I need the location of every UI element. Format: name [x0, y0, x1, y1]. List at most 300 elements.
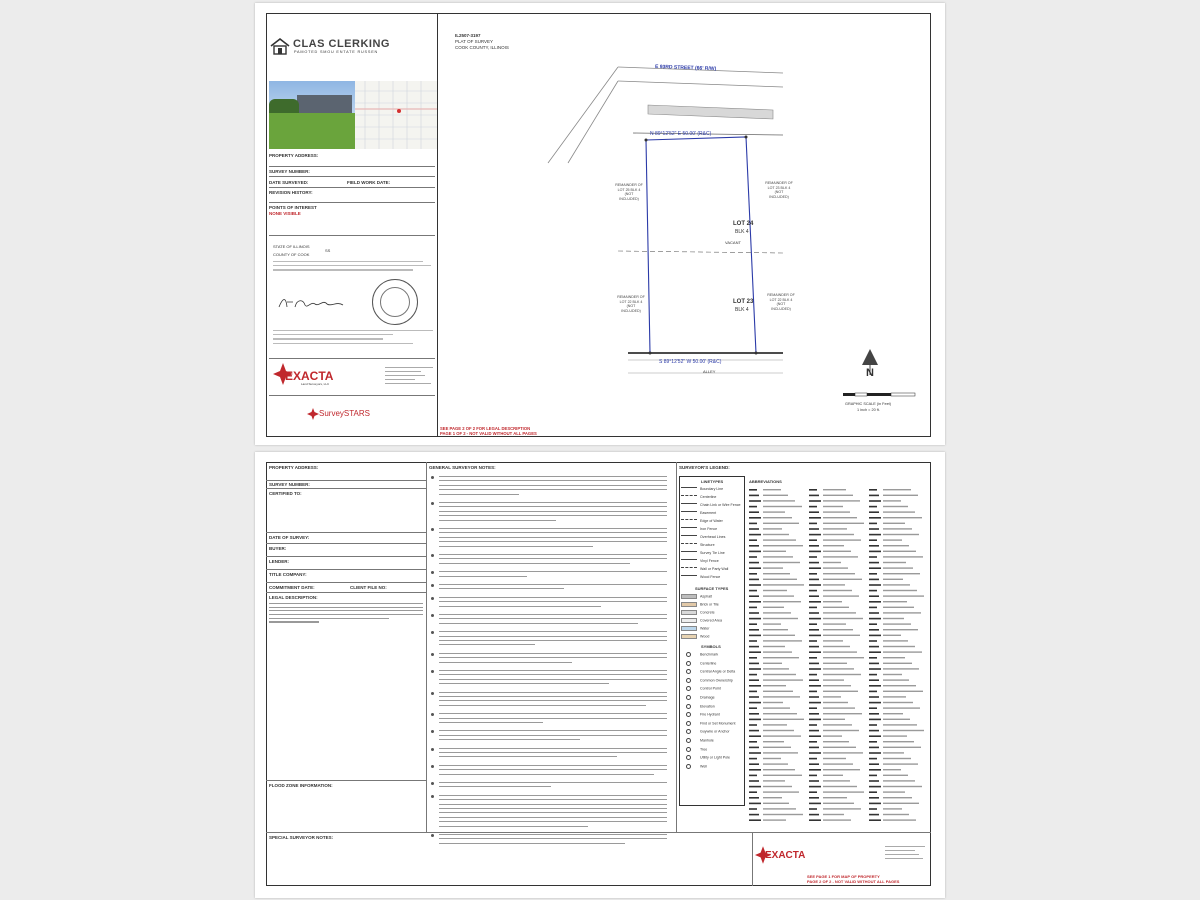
abbrev-key: [869, 803, 881, 805]
abbrev-key: [809, 724, 817, 726]
abbrev-value: [823, 556, 858, 557]
abbrev-value: [823, 819, 851, 820]
abbrev-value: [823, 646, 850, 647]
surveyor-signature: [277, 295, 357, 311]
abbrev-key: [869, 651, 881, 653]
legend-swatch: [681, 610, 697, 615]
abbrev-key: [809, 595, 819, 597]
abbrev-value: [823, 590, 852, 591]
abbrev-key: [749, 775, 757, 777]
legend-item: [681, 747, 707, 752]
abbrev-value: [883, 657, 905, 658]
abbrev-key: [749, 707, 757, 709]
abbrev-key: [869, 791, 877, 793]
abbrev-value: [823, 523, 864, 524]
vacant-label: VACANT: [725, 240, 741, 245]
abbrev-value: [883, 545, 909, 546]
company-tagline: PAMOTED SMOU ENTATE RUSSEN: [294, 50, 379, 54]
abbrev-value: [763, 735, 801, 736]
abbrev-value: [763, 780, 785, 781]
note-number: [431, 584, 434, 587]
monument-marker: [745, 136, 748, 139]
abbrev-value: [823, 579, 862, 580]
abbrev-key: [749, 523, 757, 525]
graphic-scale-label: GRAPHIC SCALE (in Feet): [845, 402, 891, 406]
abbrev-value: [763, 623, 781, 624]
abbrev-key: [869, 573, 877, 575]
legend-item: [681, 487, 723, 492]
field-work-label: FIELD WORK DATE:: [347, 180, 391, 185]
legend-swatch: [681, 495, 697, 499]
abbrev-value: [823, 735, 842, 736]
note-line: [439, 782, 667, 783]
note-line: [439, 636, 667, 637]
abbrev-key: [809, 612, 819, 614]
remainder-right-lower: REMAINDER OF LOT 22 BLK 4 (NOT INCLUDED): [767, 293, 795, 312]
abbrev-value: [823, 539, 861, 540]
abbrev-key: [749, 545, 759, 547]
lot-divider: [618, 251, 783, 253]
abbrev-key: [749, 601, 761, 603]
legend-label: Survey Tie Line: [700, 550, 725, 555]
abbrev-key: [749, 506, 757, 508]
abbrev-key: [869, 691, 877, 693]
abbrev-key: [809, 747, 819, 749]
abbrev-key: [809, 523, 817, 525]
abbrev-key: [869, 556, 877, 558]
property-address-label: PROPERTY ADDRESS:: [269, 153, 319, 158]
note-line: [439, 812, 667, 813]
note-line: [439, 614, 667, 615]
scale-ratio: 1 inch = 20 ft.: [857, 408, 880, 412]
note-line: [439, 546, 593, 547]
general-notes-label: GENERAL SURVEYOR NOTES:: [429, 465, 496, 470]
abbrev-key: [749, 769, 761, 771]
abbrev-value: [823, 534, 854, 535]
abbrev-value: [823, 506, 843, 507]
abbrev-value: [823, 786, 857, 787]
survey-number-label: SURVEY NUMBER:: [269, 482, 310, 487]
abbrev-value: [883, 668, 919, 669]
abbrev-value: [883, 551, 916, 552]
legend-item: [681, 519, 723, 524]
abbrev-key: [809, 814, 819, 816]
abbrev-key: [809, 702, 821, 704]
abbrev-value: [823, 595, 859, 596]
abbrev-key: [809, 803, 821, 805]
legend-swatch: [681, 511, 697, 515]
points-of-interest-value: NONE VISIBLE: [269, 211, 301, 216]
abbrev-key: [869, 786, 881, 788]
abbrev-value: [823, 758, 846, 759]
abbrev-value: [883, 573, 920, 574]
abbrev-key: [809, 674, 817, 676]
legend-swatch: [681, 535, 697, 539]
note-line: [439, 644, 535, 645]
map-pin-icon: [397, 109, 401, 113]
monument-marker: [645, 139, 648, 142]
legend-label: Covered Area: [700, 618, 722, 623]
abbrev-key: [869, 724, 877, 726]
abbrev-value: [823, 640, 843, 641]
note-line: [439, 623, 638, 624]
abbrev-value: [883, 758, 911, 759]
abbrev-key: [869, 719, 881, 721]
abbrev-value: [883, 651, 922, 652]
abbrev-value: [823, 730, 859, 731]
abbrev-value: [763, 713, 797, 714]
abbrev-value: [883, 534, 919, 535]
note-number: [431, 597, 434, 600]
abbrev-value: [763, 685, 786, 686]
abbrev-value: [763, 579, 797, 580]
north-bearing: N 89°12'52" E 50.00' (R&C): [650, 131, 712, 137]
abbrev-value: [823, 517, 857, 518]
footer-warning-1: SEE PAGE 1 FOR MAP OF PROPERTY: [807, 874, 880, 879]
abbrev-value: [763, 707, 790, 708]
abbrev-value: [823, 663, 847, 664]
legend-item: [681, 618, 722, 623]
abbrev-key: [809, 696, 819, 698]
legend-item: [681, 527, 717, 532]
abbrev-key: [749, 579, 759, 581]
note-line: [439, 563, 630, 564]
legend-item: [681, 695, 715, 700]
abbrev-value: [883, 730, 924, 731]
legend-swatch: [686, 721, 691, 726]
abbrev-key: [809, 769, 821, 771]
abbrev-value: [823, 769, 860, 770]
plat-title: PLAT OF SURVEY: [455, 39, 494, 44]
abbrev-value: [883, 724, 917, 725]
legend-item: [681, 575, 720, 580]
note-line: [439, 696, 667, 697]
county-title: COOK COUNTY, ILLINOIS: [455, 45, 509, 50]
abbrev-value: [823, 685, 851, 686]
clas-logo: [269, 35, 439, 55]
abbrev-key: [809, 528, 819, 530]
exacta-name: EXACTA: [765, 850, 806, 861]
legend-item: [681, 543, 715, 548]
survey-number-label: SURVEY NUMBER:: [269, 169, 310, 174]
abbrev-key: [809, 500, 821, 502]
legend-label: Find or Set Monument: [700, 721, 736, 726]
legend-label: Centerline: [700, 494, 717, 499]
abbrev-value: [823, 562, 841, 563]
abbrev-key: [809, 668, 821, 670]
legend-label: Drainage: [700, 695, 715, 700]
abbrev-key: [809, 819, 821, 821]
note-line: [439, 554, 667, 555]
remainder-left-upper: REMAINDER OF LOT 25 BLK 4 (NOT INCLUDED): [615, 183, 643, 202]
abbrev-value: [763, 646, 785, 647]
abbrev-key: [869, 607, 877, 609]
legend-label: Concrete: [700, 610, 715, 615]
abbrev-value: [763, 791, 799, 792]
abbrev-key: [869, 595, 879, 597]
lot23-label: LOT 23: [733, 299, 754, 305]
abbrev-key: [749, 567, 761, 569]
note-line: [439, 597, 667, 598]
abbrev-value: [883, 769, 901, 770]
abbrev-key: [749, 752, 761, 754]
commitment-date-label: COMMITMENT DATE:: [269, 585, 315, 590]
abbreviation-columns: [749, 486, 927, 831]
abbrev-value: [763, 730, 794, 731]
abbrev-key: [809, 511, 819, 513]
abbrev-value: [883, 601, 907, 602]
abbrev-value: [823, 741, 849, 742]
note-line: [439, 601, 667, 602]
note-line: [439, 476, 667, 477]
abbrev-key: [749, 590, 757, 592]
abbrev-value: [823, 500, 860, 501]
note-line: [439, 683, 609, 684]
abbrev-key: [809, 601, 821, 603]
legend-label: Manhole: [700, 738, 714, 743]
abbrev-key: [869, 685, 881, 687]
abbrev-key: [809, 573, 817, 575]
lot23-block: BLK 4: [735, 307, 749, 313]
abbrev-key: [869, 707, 877, 709]
abbrev-key: [809, 797, 819, 799]
south-bearing: S 89°12'52" W 50.00' (R&C): [659, 359, 722, 365]
note-line: [439, 700, 667, 701]
legend-item: [681, 535, 725, 540]
abbrev-value: [763, 523, 799, 524]
abbrev-value: [823, 567, 848, 568]
abbrev-value: [883, 528, 912, 529]
abbrev-value: [823, 651, 857, 652]
abbrev-value: [883, 612, 921, 613]
note-line: [439, 674, 667, 675]
abbrev-key: [749, 646, 759, 648]
abbrev-key: [749, 674, 757, 676]
note-line: [439, 541, 667, 542]
note-number: [431, 502, 434, 505]
abbrev-key: [749, 758, 757, 760]
note-line: [439, 662, 572, 663]
legend-label: Iron Fence: [700, 526, 718, 531]
abbrev-key: [809, 556, 817, 558]
abbrev-value: [823, 691, 858, 692]
abbrev-key: [809, 758, 817, 760]
abbrev-key: [869, 545, 879, 547]
abbrev-key: [869, 696, 879, 698]
remainder-right-upper: REMAINDER OF LOT 23 BLK 4 (NOT INCLUDED): [765, 181, 793, 200]
surveystars-logo: [307, 407, 407, 421]
abbrev-key: [749, 511, 759, 513]
abbrev-key: [809, 741, 817, 743]
abbrev-value: [763, 758, 781, 759]
abbrev-value: [823, 780, 850, 781]
abbrev-value: [823, 551, 851, 552]
exacta-name: EXACTA: [285, 369, 334, 383]
date-surveyed-label: DATE SURVEYED:: [269, 180, 309, 185]
abbrev-key: [869, 500, 881, 502]
abbrev-key: [869, 495, 879, 497]
legend-label: Common Ownership: [700, 678, 733, 683]
abbrev-value: [763, 702, 783, 703]
legend-item: [681, 567, 728, 572]
note-number: [431, 795, 434, 798]
abbrev-key: [749, 797, 759, 799]
abbrev-value: [883, 719, 910, 720]
abbrev-value: [883, 803, 919, 804]
legend-item: [681, 551, 725, 556]
abbrev-key: [749, 534, 761, 536]
note-line: [439, 769, 667, 770]
abbrev-value: [763, 618, 798, 619]
legend-swatch: [686, 661, 691, 666]
abbrev-key: [749, 679, 759, 681]
abbrev-value: [883, 735, 907, 736]
note-line: [439, 489, 667, 490]
alley-label: ALLEY: [703, 369, 716, 374]
note-line: [439, 640, 667, 641]
abbrev-value: [763, 500, 795, 501]
abbrev-value: [883, 584, 910, 585]
abbrev-key: [749, 612, 759, 614]
abbrev-key: [749, 551, 761, 553]
legend-label: Wood: [700, 634, 710, 639]
street-edge-south: [618, 81, 783, 87]
state-label: STATE OF ILLINOIS: [273, 244, 310, 249]
abbrev-value: [883, 500, 901, 501]
flood-zone-label: FLOOD ZONE INFORMATION:: [269, 783, 333, 788]
note-line: [439, 679, 667, 680]
abbrev-key: [749, 562, 759, 564]
legend-swatch: [681, 618, 697, 623]
note-line: [439, 722, 543, 723]
abbrev-key: [869, 674, 877, 676]
abbrev-value: [823, 623, 846, 624]
legend-label: Elevation: [700, 704, 715, 709]
legal-description-text: [269, 603, 423, 623]
legend-swatch: [686, 704, 691, 709]
legend-label: Utility or Light Pole: [700, 755, 730, 760]
abbrev-value: [883, 691, 923, 692]
note-number: [431, 834, 434, 837]
abbrev-key: [869, 657, 877, 659]
abbrev-key: [749, 573, 757, 575]
abbrev-key: [809, 719, 821, 721]
abbrev-key: [749, 696, 759, 698]
abbrev-value: [823, 584, 845, 585]
abbrev-value: [883, 618, 904, 619]
abbrev-key: [869, 539, 877, 541]
note-line: [439, 804, 667, 805]
symbols-label: SYMBOLS: [701, 644, 721, 649]
abbrev-key: [869, 612, 879, 614]
abbrev-value: [763, 545, 803, 546]
legend-swatch: [686, 738, 691, 743]
note-number: [431, 765, 434, 768]
legend-item: [681, 634, 709, 639]
abbrev-value: [823, 668, 854, 669]
abbreviations-label: ABBREVIATIONS: [749, 479, 782, 484]
note-line: [439, 752, 667, 753]
abbrev-key: [749, 735, 761, 737]
legend-item: [681, 495, 716, 500]
abbrev-value: [763, 651, 792, 652]
note-line: [439, 834, 667, 835]
abbrev-value: [763, 495, 788, 496]
surface-types-label: SURFACE TYPES: [695, 586, 729, 591]
note-line: [439, 765, 667, 766]
legal-description-label: LEGAL DESCRIPTION:: [269, 595, 318, 600]
note-line: [439, 670, 667, 671]
abbrev-key: [809, 579, 819, 581]
note-line: [439, 584, 667, 585]
abbrev-key: [749, 702, 761, 704]
footer-warning-2: PAGE 2 OF 2 - NOT VALID WITHOUT ALL PAGES: [807, 879, 900, 884]
note-number: [431, 692, 434, 695]
surveystars-name: SurveySTARS: [319, 409, 370, 418]
abbrev-key: [749, 791, 757, 793]
abbrev-value: [763, 769, 795, 770]
abbrev-value: [883, 607, 914, 608]
abbrev-value: [883, 517, 922, 518]
abbrev-key: [809, 775, 817, 777]
abbrev-value: [763, 763, 788, 764]
special-notes-label: SPECIAL SURVEYOR NOTES:: [269, 835, 334, 840]
abbrev-value: [883, 506, 908, 507]
note-line: [439, 730, 667, 731]
note-line: [439, 653, 667, 654]
abbrev-key: [749, 657, 757, 659]
abbrev-value: [883, 780, 915, 781]
legend-swatch: [681, 575, 697, 579]
abbrev-value: [763, 719, 804, 720]
exacta-contact: [885, 846, 925, 859]
abbrev-value: [883, 489, 911, 490]
abbrev-key: [809, 562, 819, 564]
note-line: [439, 799, 667, 800]
abbrev-key: [809, 635, 821, 637]
legend-item: [681, 764, 707, 769]
abbrev-value: [883, 747, 921, 748]
abbrev-key: [749, 489, 757, 491]
abbrev-key: [749, 786, 761, 788]
abbrev-value: [823, 657, 864, 658]
abbrev-key: [809, 640, 817, 642]
legend-label: Guywire or Anchor: [700, 729, 730, 734]
abbrev-key: [809, 808, 817, 810]
abbrev-value: [883, 646, 915, 647]
legend-item: [681, 559, 719, 564]
monument-marker: [755, 352, 758, 355]
abbrev-value: [883, 752, 904, 753]
legend-label: Water: [700, 626, 710, 631]
legend-swatch: [686, 686, 691, 691]
note-line: [439, 588, 564, 589]
abbrev-value: [763, 663, 782, 664]
certification-text: [273, 261, 433, 274]
abbrev-value: [883, 791, 905, 792]
lender-label: LENDER:: [269, 559, 289, 564]
north-letter: N: [866, 367, 874, 379]
note-line: [439, 774, 654, 775]
abbrev-key: [809, 618, 821, 620]
footer-warning-1: SEE PAGE 2 OF 2 FOR LEGAL DESCRIPTION: [440, 426, 531, 431]
abbrev-value: [883, 562, 906, 563]
abbrev-key: [809, 534, 821, 536]
abbrev-key: [809, 551, 821, 553]
abbrev-key: [869, 646, 879, 648]
graphic-scale: [843, 393, 915, 396]
note-line: [439, 532, 667, 533]
